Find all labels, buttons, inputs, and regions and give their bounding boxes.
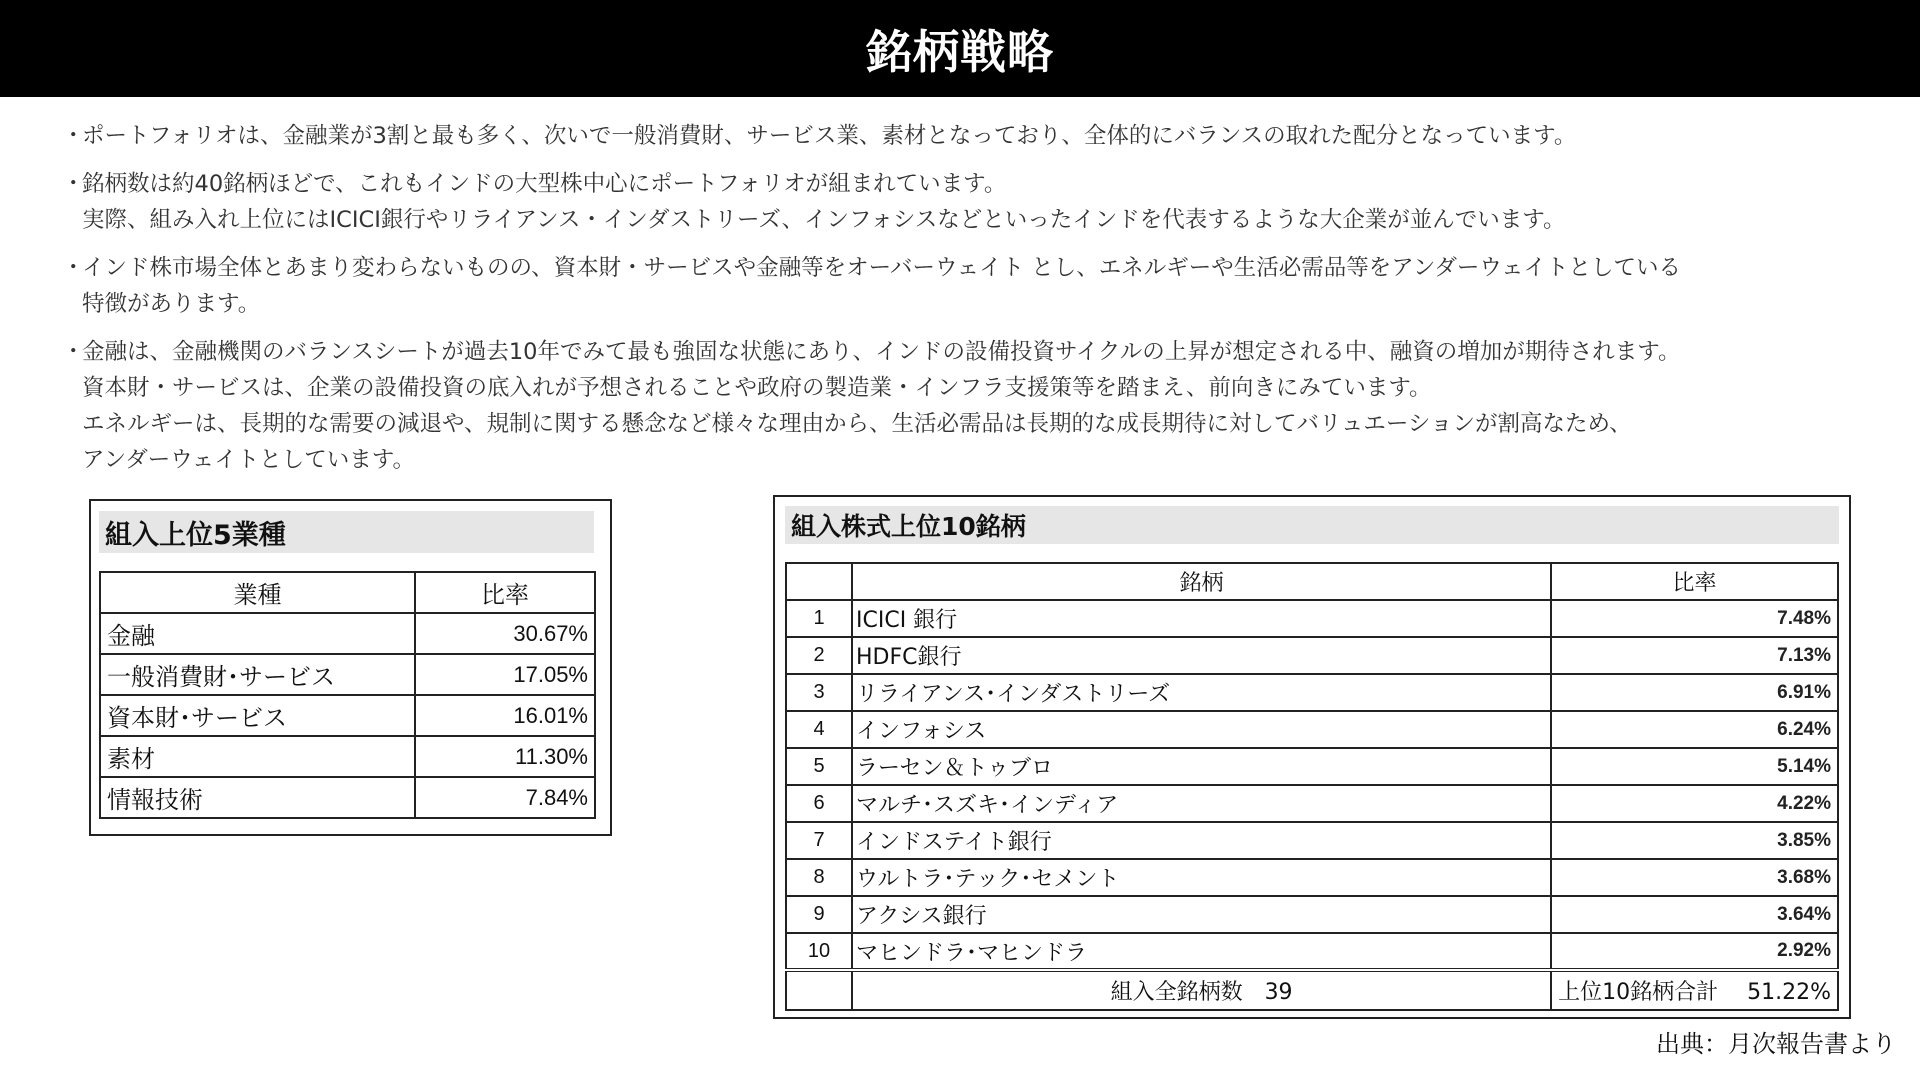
table-row [786,933,1838,970]
bullet-mark: ・ [62,171,85,197]
table-row [786,896,1838,933]
holding-ratio: 7.48% [1551,600,1838,637]
bullet-line: アンダーウェイトとしています。 [82,447,416,473]
column-header-ratio: 比率 [415,572,595,613]
top-holdings-panel [773,495,1851,1019]
sector-ratio: 30.67% [415,613,595,654]
holding-ratio: 2.92% [1551,933,1838,970]
sector-name: 情報技術 [100,777,415,818]
holding-ratio: 4.22% [1551,785,1838,822]
bullet-item [62,118,1882,154]
holding-rank: 8 [786,859,852,896]
table-row [786,711,1838,748]
holding-ratio: 6.91% [1551,674,1838,711]
bullet-mark: ・ [62,339,85,365]
total-holdings-count: 組入全銘柄数 39 [852,970,1551,1010]
bullet-mark: ・ [62,123,85,149]
table-row [100,613,595,654]
holding-rank: 7 [786,822,852,859]
sector-name: 一般消費財･サービス [100,654,415,695]
page-title: 銘柄戦略 [866,24,1054,79]
bullet-line: エネルギーは、長期的な需要の減退や、規制に関する懸念など様々な理由から、生活必需品は長期的な成長期待に対してバリュエーションが割高なため、 [82,411,1632,437]
table-row [100,736,595,777]
bullet-item [62,334,1882,478]
sector-ratio: 17.05% [415,654,595,695]
table-row [100,695,595,736]
table-row [786,637,1838,674]
table-header-row [786,563,1838,600]
top10-total-ratio: 上位10銘柄合計 51.22% [1551,970,1838,1010]
holding-name: インフォシス [852,711,1551,748]
table-row [100,654,595,695]
table-row [786,822,1838,859]
table-header-row [100,572,595,613]
sector-ratio: 16.01% [415,695,595,736]
bullet-line: 資本財・サービスは、企業の設備投資の底入れが予想されることや政府の製造業・インフラ支援策等を踏まえ、前向きにみています。 [82,375,1432,401]
top-sectors-panel [89,499,612,836]
bullet-list [62,118,1882,490]
holding-name: マルチ･スズキ･インディア [852,785,1551,822]
column-header-ratio: 比率 [1551,563,1838,600]
holding-name: インドステイト銀行 [852,822,1551,859]
holding-rank: 2 [786,637,852,674]
top-sectors-table [99,571,596,819]
sector-name: 金融 [100,613,415,654]
total-row [786,970,1838,1010]
column-header-sector: 業種 [100,572,415,613]
holding-ratio: 3.68% [1551,859,1838,896]
top-holdings-table [785,562,1839,1011]
table-row [100,777,595,818]
sector-name: 素材 [100,736,415,777]
bullet-line: 銘柄数は約40銘柄ほどで、これもインドの大型株中心にポートフォリオが組まれています。 [82,171,1007,197]
bullet-line: インド株市場全体とあまり変わらないものの、資本財・サービスや金融等をオーバーウェイト とし、エネルギーや生活必需品等をアンダーウェイトとしている [82,255,1682,281]
holding-ratio: 6.24% [1551,711,1838,748]
holding-name: ウルトラ･テック･セメント [852,859,1551,896]
table-row [786,748,1838,785]
holding-rank: 1 [786,600,852,637]
column-header-stock: 銘柄 [852,563,1551,600]
bullet-line: 特徴があります。 [82,291,261,317]
holding-rank: 6 [786,785,852,822]
holding-name: ラーセン＆トゥブロ [852,748,1551,785]
holding-ratio: 3.85% [1551,822,1838,859]
table-row [786,674,1838,711]
holding-rank: 3 [786,674,852,711]
bullet-mark: ・ [62,255,85,281]
column-header-rank [786,563,852,600]
bullet-item [62,250,1882,322]
table-row [786,859,1838,896]
table-row [786,785,1838,822]
holding-rank: 5 [786,748,852,785]
bullet-line: 金融は、金融機関のバランスシートが過去10年でみて最も強固な状態にあり、インドの設備投資サイクルの上昇が想定される中、融資の増加が期待されます。 [82,339,1681,365]
total-row-blank [786,970,852,1010]
holding-ratio: 3.64% [1551,896,1838,933]
source-note: 出典：月次報告書より [1656,1030,1896,1058]
holding-name: マヒンドラ･マヒンドラ [852,933,1551,970]
holding-name: HDFC銀行 [852,637,1551,674]
top-holdings-heading: 組入株式上位10銘柄 [785,506,1839,544]
top-sectors-heading: 組入上位5業種 [99,511,594,553]
sector-name: 資本財･サービス [100,695,415,736]
holding-ratio: 5.14% [1551,748,1838,785]
bullet-line: 実際、組み入れ上位にはICICI銀行やリライアンス・インダストリーズ、インフォシスなどといったインドを代表するような大企業が並んでいます。 [82,207,1566,233]
holding-name: リライアンス･インダストリーズ [852,674,1551,711]
holding-rank: 9 [786,896,852,933]
sector-ratio: 11.30% [415,736,595,777]
bullet-line: ポートフォリオは、金融業が3割と最も多く、次いで一般消費財、サービス業、素材となっており、全体的にバランスの取れた配分となっています。 [82,123,1577,149]
sector-ratio: 7.84% [415,777,595,818]
holding-name: ICICI 銀行 [852,600,1551,637]
holding-rank: 4 [786,711,852,748]
holding-ratio: 7.13% [1551,637,1838,674]
title-bar [0,0,1920,97]
bullet-item [62,166,1882,238]
table-row [786,600,1838,637]
holding-rank: 10 [786,933,852,970]
holding-name: アクシス銀行 [852,896,1551,933]
